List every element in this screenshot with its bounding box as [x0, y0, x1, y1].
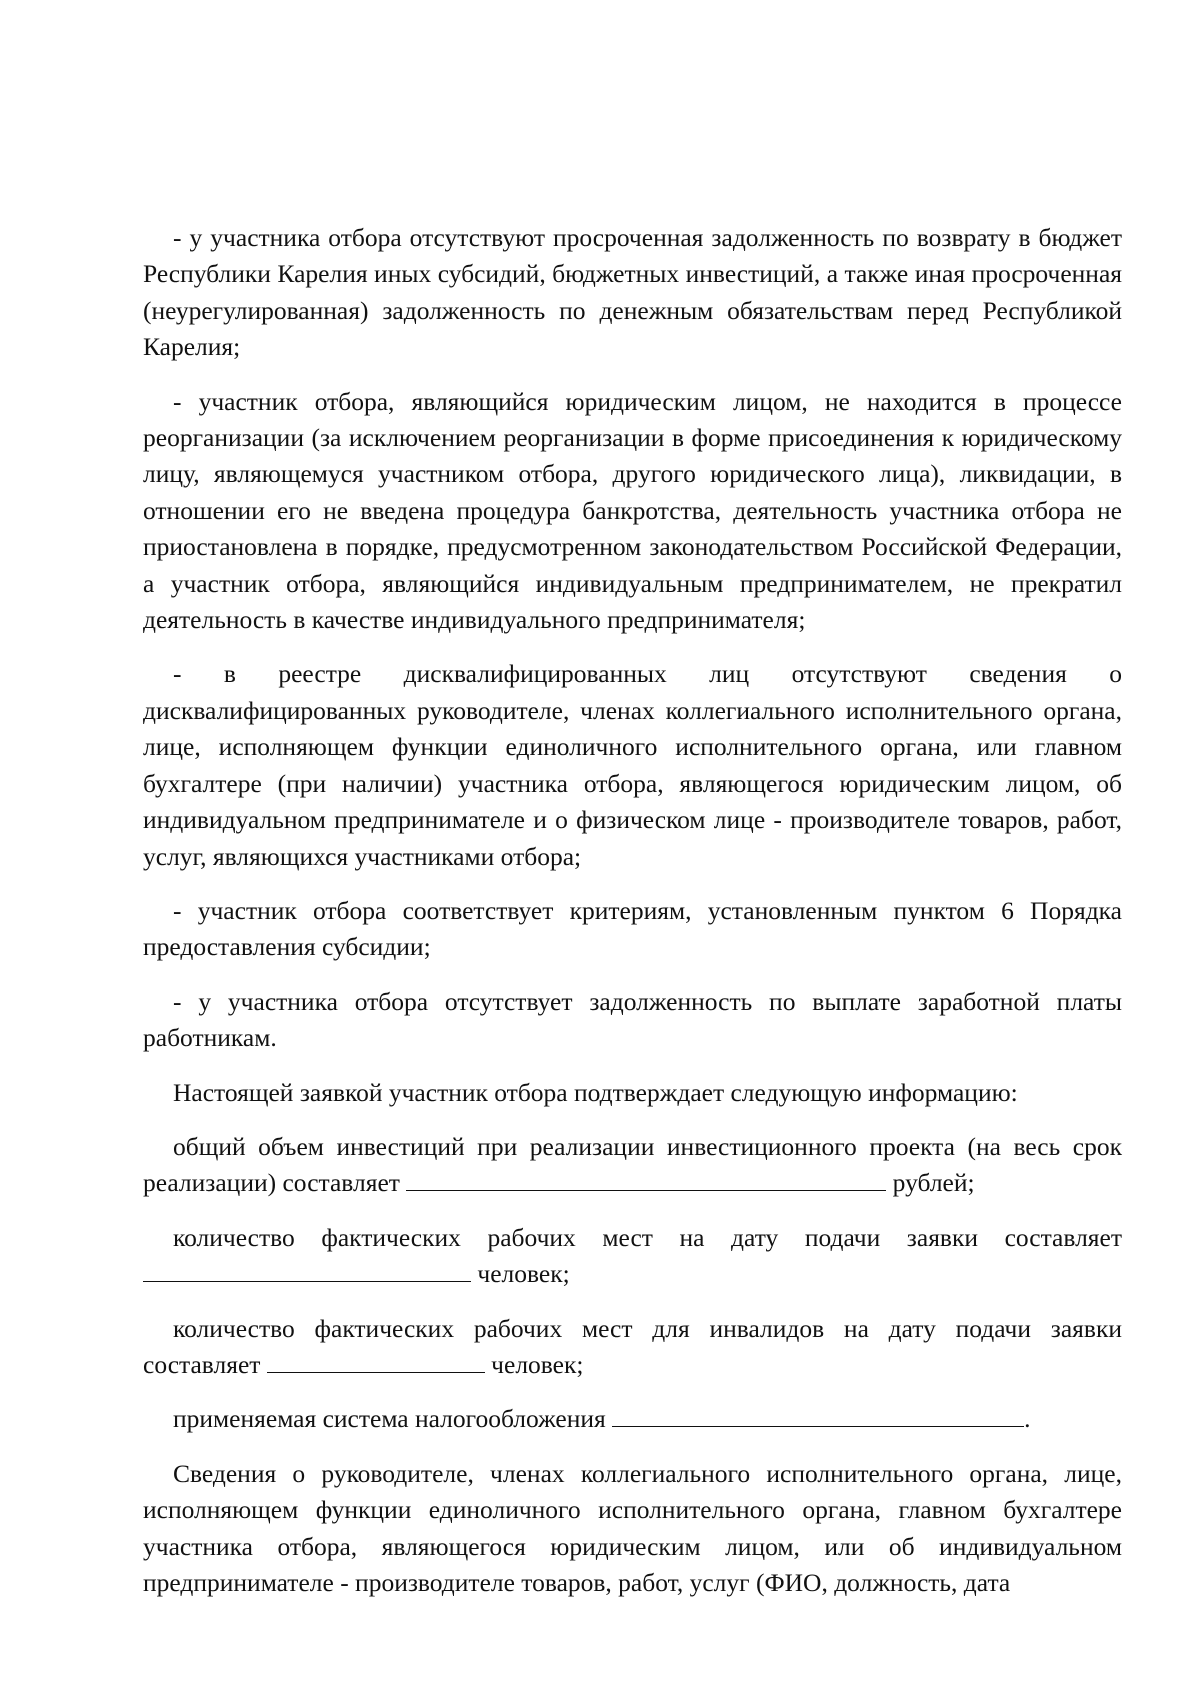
jobs-count-blank[interactable] — [143, 1257, 471, 1282]
jobs-disabled-unit: человек; — [491, 1349, 584, 1379]
tax-system-label: применяемая система налогообложения — [173, 1404, 606, 1434]
condition-no-reorganization: - участник отбора, являющийся юридическим лицом, не находится в процессе реорганизации (за исключением реорганизации в форме присоединения к юридическому лицу, являющемуся участником отбора, другого юридического лица), ликвидации, в отношении его не введена процедура банкротства, деятельность участника отбора не приостановлена в порядке, предусмотренном законодательством Российской Федерации, а участник отбора, являющийся индивидуальным предпринимателем, не прекратил деятельность в качестве индивидуального предпринимателя; — [143, 386, 1122, 635]
investment-volume-line — [143, 1129, 1122, 1202]
jobs-count-line — [143, 1220, 1122, 1293]
jobs-count-unit: человек; — [477, 1259, 570, 1289]
management-info-paragraph: Сведения о руководителе, членах коллегиального исполнительного органа, лице, исполняющем функции единоличного исполнительного органа, главном бухгалтере участника отбора, являющегося юридическим лицом, или об индивидуальном предпринимателе - производителе товаров, работ, услуг (ФИО, должность, дата — [143, 1458, 1122, 1597]
investment-volume-blank[interactable] — [406, 1166, 886, 1191]
jobs-disabled-blank[interactable] — [267, 1348, 485, 1373]
condition-meets-criteria: - участник отбора соответствует критериям, установленным пунктом 6 Порядка предоставления субсидии; — [143, 895, 1122, 962]
condition-no-disqualified-persons: - в реестре дисквалифицированных лиц отсутствуют сведения о дисквалифицированных руководителе, членах коллегиального исполнительного органа, лице, исполняющем функции единоличного исполнительного органа, или главном бухгалтере (при наличии) участника отбора, являющегося юридическим лицом, об индивидуальном предпринимателе и о физическом лице - производителе товаров, работ, услуг, являющихся участниками отбора; — [143, 659, 1122, 871]
jobs-disabled-line — [143, 1311, 1122, 1384]
investment-volume-unit: рублей; — [892, 1168, 975, 1198]
confirmation-intro: Настоящей заявкой участник отбора подтверждает следующую информацию: — [173, 1077, 1018, 1107]
jobs-count-label: количество фактических рабочих мест на дату подачи заявки составляет — [173, 1222, 1122, 1252]
tax-system-blank[interactable] — [612, 1402, 1024, 1427]
jobs-disabled-label: количество фактических рабочих мест для инвалидов на дату подачи заявки составляет — [143, 1313, 1122, 1379]
condition-no-overdue-debt: - у участника отбора отсутствуют просроченная задолженность по возврату в бюджет Республики Карелия иных субсидий, бюджетных инвестиций, а также иная просроченная (неурегулированная) задолженность по денежным обязательствам перед Республикой Карелия; — [143, 223, 1122, 362]
condition-no-wage-arrears: - у участника отбора отсутствует задолженность по выплате заработной платы работникам. — [143, 986, 1122, 1053]
investment-volume-label: общий объем инвестиций при реализации инвестиционного проекта (на весь срок реализации) составляет — [143, 1131, 1122, 1198]
tax-system-end: . — [1024, 1404, 1031, 1434]
document-body — [143, 220, 1122, 1619]
tax-system-line — [143, 1401, 1122, 1437]
